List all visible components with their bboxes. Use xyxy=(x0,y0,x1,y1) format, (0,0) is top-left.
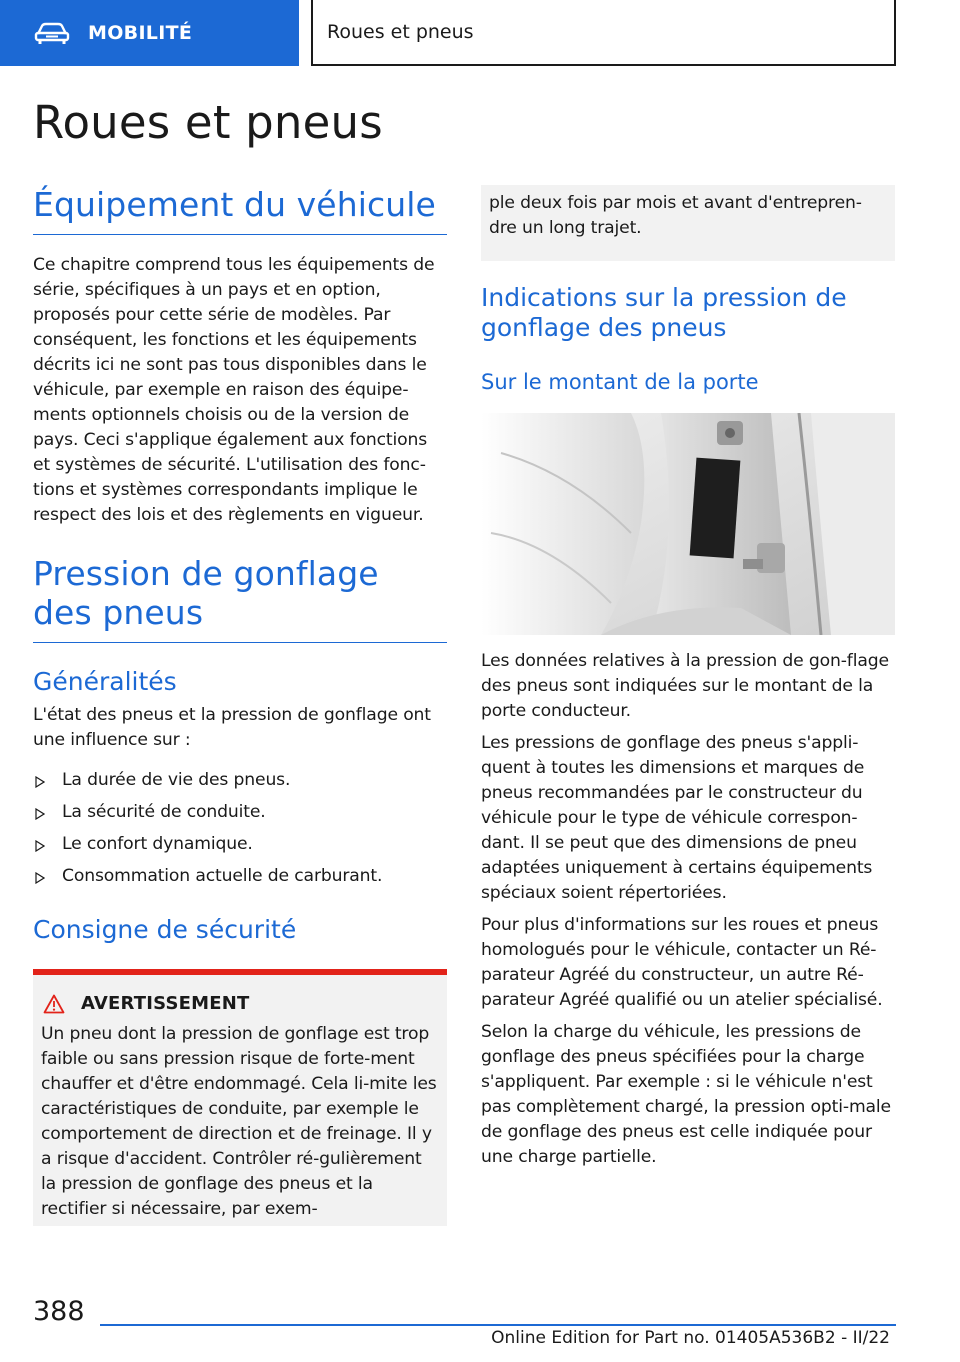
paragraph: Pour plus d'informations sur les roues et pneus homologués pour le véhicule, contacter un Ré-parateur Agréé du constructeur, un autre Ré-parateur Agréé qualifié ou un atelier spécialisé. xyxy=(481,915,883,1010)
car-icon xyxy=(34,21,70,45)
warning-continued-box xyxy=(481,185,895,261)
heading-equipment: Équipement du véhicule xyxy=(33,185,447,235)
page-title: Roues et pneus xyxy=(33,96,383,149)
section-label: MOBILITÉ xyxy=(88,22,193,44)
breadcrumb: Roues et pneus xyxy=(311,0,896,66)
page-number: 388 xyxy=(33,1296,85,1327)
list-item: La durée de vie des pneus. xyxy=(33,768,447,793)
bullet-triangle-icon xyxy=(35,776,45,788)
equipment-paragraph: Ce chapitre comprend tous les équipements de série, spécifiques à un pays et en option, proposés pour cette série de modèles. Par conséquent, les fonctions et les équipements décrits ici ne sont pas tous disponibles dans le véhicule, par exemple en raison des équipe-ments optionnels choisis ou de la version de pays. Ceci s'applique également aux fonctions et systèmes de sécurité. L'utilisation des fonc-tions et systèmes correspondants implique le respect des lois et des règlements en vigueur. xyxy=(33,255,435,525)
general-paragraph: L'état des pneus et la pression de gonflage ont une influence sur : xyxy=(33,705,431,750)
bullet-triangle-icon xyxy=(35,808,45,820)
list-item: La sécurité de conduite. xyxy=(33,800,447,825)
heading-tire-pressure: Pression de gonflage des pneus xyxy=(33,554,447,643)
left-column xyxy=(33,185,447,1226)
list-item: Le confort dynamique. xyxy=(33,832,447,857)
warning-title: AVERTISSEMENT xyxy=(81,993,250,1014)
right-column xyxy=(481,185,895,1170)
warning-triangle-icon xyxy=(43,994,65,1014)
heading-door-pillar: Sur le montant de la porte xyxy=(481,370,759,394)
heading-general: Généralités xyxy=(33,667,177,696)
list-item: Consommation actuelle de carburant. xyxy=(33,864,447,889)
warning-header xyxy=(41,993,439,1014)
bullet-list xyxy=(33,768,447,889)
door-pillar-image xyxy=(481,413,895,635)
heading-pressure-indications: Indications sur la pression de gonflage des pneus xyxy=(481,283,847,342)
section-tab[interactable] xyxy=(0,0,299,66)
bullet-triangle-icon xyxy=(35,872,45,884)
edition-text: Online Edition for Part no. 01405A536B2 - II/22 xyxy=(491,1328,890,1348)
bullet-triangle-icon xyxy=(35,840,45,852)
heading-safety-note: Consigne de sécurité xyxy=(33,915,297,944)
paragraph: Les données relatives à la pression de gon-flage des pneus sont indiquées sur le montant de la porte conducteur. xyxy=(481,651,889,721)
warning-text: Un pneu dont la pression de gonflage est trop faible ou sans pression risque de forte-ment chauffer et d'être endommagé. Cela li-mite les caractéristiques de conduite, par exemple le comportement de direction et de freinage. Il y a risque d'accident. Contrôler ré-gulièrement la pression de gonflage des pneus et la rectifier si nécessaire, par exem- xyxy=(41,1024,437,1219)
footer-divider xyxy=(100,1324,896,1326)
warning-box xyxy=(33,969,447,1226)
paragraph: Les pressions de gonflage des pneus s'appli-quent à toutes les dimensions et marques de pneus recommandées par le constructeur du véhicule pour le type de véhicule correspon-dant. Il se peut que des dimensions de pneu adaptées uniquement à certains équipements spéciaux soient répertoriées. xyxy=(481,733,873,903)
paragraph: Selon la charge du véhicule, les pressions de gonflage des pneus spécifiées pour la charge s'appliquent. Par exemple : si le véhicule n'est pas complètement chargé, la pression opti-male de gonflage des pneus est celle indiquée pour une charge partielle. xyxy=(481,1022,891,1167)
warning-continued-text: ple deux fois par mois et avant d'entrepren-dre un long trajet. xyxy=(489,193,862,238)
